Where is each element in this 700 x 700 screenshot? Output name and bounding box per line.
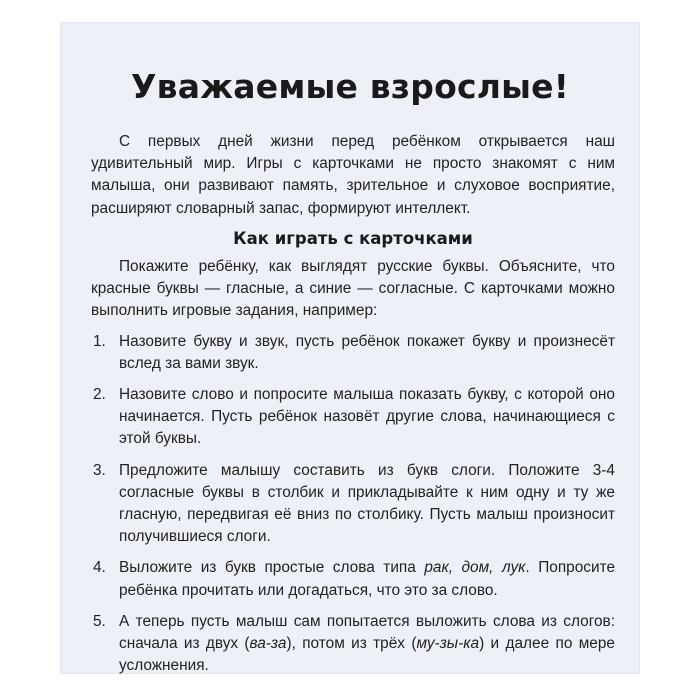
- list-item: [91, 611, 615, 678]
- item-text-middle: ), потом из трёх (: [286, 635, 417, 653]
- item-text-end: ) и далее по мере усложнения.: [119, 635, 615, 675]
- example-word-three-syllables: му-зы-ка: [416, 635, 480, 653]
- list-item: [91, 460, 615, 549]
- item-text: Назовите букву и звук, пусть ребёнок покажет букву и произнесёт вслед за вами звук.: [119, 332, 615, 372]
- item-text-end: . Попросите ребёнка прочитать или догадаться, что это за слово.: [119, 559, 616, 599]
- task-list: [91, 331, 615, 678]
- item-text-start: А теперь пусть малыш сам попытается выложить слова из слогов: сначала из двух (: [119, 612, 615, 653]
- intro-paragraph: С первых дней жизни перед ребёнком открывается наш удивительный мир. Игры с карточками не просто знакомят с ним малыша, они развивают память, зрительное и слуховое восприятие, расширяют словарный запас, формируют интеллект.: [91, 133, 615, 217]
- instruction-sheet: [60, 22, 640, 674]
- item-number: 2.: [93, 386, 106, 404]
- lead-paragraph: Покажите ребёнку, как выглядят русские буквы. Объясните, что красные буквы — гласные, а синие — согласные. С карточками можно выполнить игровые задания, например:: [91, 258, 615, 320]
- item-number: 4.: [93, 559, 106, 577]
- item-text-start: Выложите из букв простые слова типа: [119, 559, 425, 577]
- item-number: 1.: [93, 332, 106, 350]
- section-heading: Как играть с карточками: [233, 228, 473, 248]
- item-text: Предложите малышу составить из букв слоги. Положите 3-4 согласные буквы в столбик и прикладывайте к ним одну и ту же гласную, передвигая её вниз по столбику. Пусть малыш произносит получившиеся слоги.: [119, 461, 615, 546]
- item-text: Назовите слово и попросите малыша показать букву, с которой оно начинается. Пусть ребёнок назовёт другие слова, начинающиеся с этой буквы.: [119, 386, 615, 448]
- example-words: рак, дом, лук: [424, 559, 526, 577]
- example-word-two-syllables: ва-за: [249, 635, 287, 653]
- list-item: [91, 384, 615, 451]
- item-number: 3.: [93, 461, 106, 479]
- list-item: [91, 557, 615, 601]
- content-body: [91, 131, 615, 686]
- item-number: 5.: [93, 612, 106, 630]
- page-title: Уважаемые взрослые!: [131, 67, 569, 106]
- list-item: [91, 331, 615, 375]
